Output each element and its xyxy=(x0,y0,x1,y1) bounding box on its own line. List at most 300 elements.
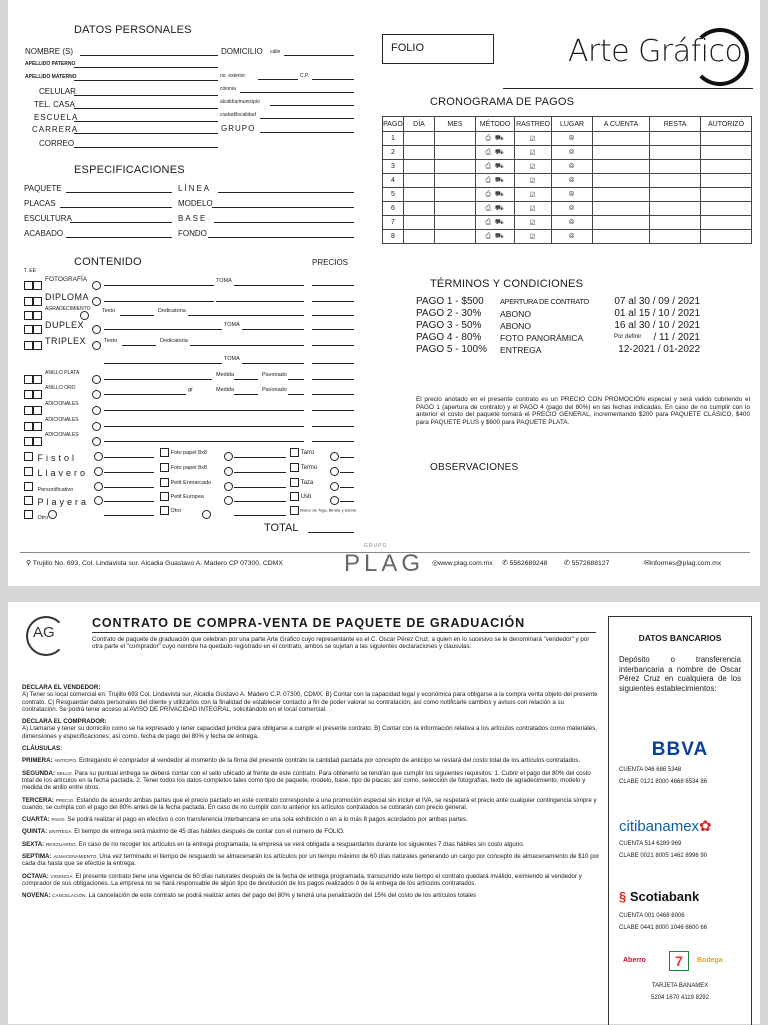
schedule-autorizo-cell[interactable] xyxy=(701,146,752,160)
checkbox[interactable] xyxy=(24,311,33,320)
spec-base-label: BASE xyxy=(178,214,208,223)
col-resta: RESTA xyxy=(650,117,701,132)
col-pago: PAGO xyxy=(383,117,404,132)
schedule-dia-cell[interactable] xyxy=(404,216,435,230)
declara-vendedor-title: DECLARA EL VENDEDOR: xyxy=(22,684,101,691)
checkbox[interactable] xyxy=(290,463,299,472)
location-icon[interactable]: ⦾ xyxy=(552,132,593,146)
clause-subject: ENTREGA. xyxy=(49,829,73,835)
extra-right-field[interactable] xyxy=(340,487,354,488)
schedule-resta-cell[interactable] xyxy=(650,216,701,230)
schedule-a-cuenta-cell[interactable] xyxy=(593,188,650,202)
clause xyxy=(22,757,600,764)
extra-left-field[interactable] xyxy=(104,457,154,458)
term-pre: Por definir xyxy=(614,334,642,340)
citibanamex-logo-text: citibanamex xyxy=(619,818,700,835)
clause-subject: SELLO. xyxy=(56,770,73,776)
dedicatoria-field[interactable] xyxy=(188,315,304,316)
price-field[interactable] xyxy=(312,345,354,346)
dedicatoria-field[interactable] xyxy=(190,345,304,346)
extra-mid-label: Foto papel 8x8 xyxy=(170,449,207,456)
content-field[interactable] xyxy=(216,301,304,302)
clause-text: La cancelación de este contrato se podrá realizar antes del pago del 80% y tendrá una penalización del 15% del costo de los artículos totales xyxy=(88,892,477,900)
payment-method-icon[interactable]: ⎙ ⛟ xyxy=(476,216,515,230)
clause-text: Estando de acuerdo ambas partes que el precio pactado en este contrato corresponde a una promoción especial sin incluir el IVA, se respetará el precio ante cualquier contingencia simpre y cuando, se cumpla con el pago del 80% antes de la fecha pactada. En caso de no cumplir con lo anterior los artículos contratados se cobrarán con precio general. xyxy=(22,796,597,811)
bank-panel xyxy=(608,616,752,1025)
clause-heading: CUARTA: xyxy=(22,816,50,824)
radio[interactable] xyxy=(92,341,101,350)
extra-mid-item[interactable] xyxy=(160,478,211,487)
schedule-pago-num: 6 xyxy=(383,202,404,216)
location-icon[interactable]: ⦾ xyxy=(552,174,593,188)
field-tel-casa[interactable] xyxy=(74,108,218,109)
checkbox[interactable] xyxy=(160,492,169,501)
radio[interactable] xyxy=(330,496,339,505)
field-escuela[interactable] xyxy=(74,121,218,122)
checkbox[interactable] xyxy=(24,406,33,415)
schedule-row xyxy=(383,202,752,216)
folio-box[interactable] xyxy=(382,34,494,64)
extra-right-item[interactable] xyxy=(290,448,314,457)
field-celular[interactable] xyxy=(74,95,218,96)
schedule-a-cuenta-cell[interactable] xyxy=(593,132,650,146)
label-correo: CORREO xyxy=(39,139,75,148)
mail-icon: ✉ xyxy=(644,560,650,567)
checkbox[interactable] xyxy=(33,390,42,399)
schedule-mes-cell[interactable] xyxy=(435,230,476,244)
field-apellido-materno[interactable] xyxy=(74,80,218,81)
payment-method-icon[interactable]: ⎙ ⛟ xyxy=(476,174,515,188)
radio[interactable] xyxy=(92,437,101,446)
toma-label: TOMA xyxy=(224,322,240,328)
tracking-check-icon[interactable]: ☑ xyxy=(515,188,552,202)
schedule-a-cuenta-cell[interactable] xyxy=(593,230,650,244)
clause xyxy=(22,841,600,848)
price-field[interactable] xyxy=(312,441,354,442)
personal-data-title: DATOS PERSONALES xyxy=(74,24,192,36)
content-radio[interactable] xyxy=(92,337,101,355)
payment-method-icon[interactable]: ⎙ ⛟ xyxy=(476,202,515,216)
schedule-mes-cell[interactable] xyxy=(435,160,476,174)
schedule-resta-cell[interactable] xyxy=(650,132,701,146)
schedule-dia-cell[interactable] xyxy=(404,174,435,188)
field-exterior[interactable] xyxy=(258,79,298,80)
field-ciudad[interactable] xyxy=(260,118,354,119)
schedule-autorizo-cell[interactable] xyxy=(701,160,752,174)
toma-field[interactable] xyxy=(234,285,304,286)
payment-method-icon[interactable]: ⎙ ⛟ xyxy=(476,146,515,160)
bank-text: Depósito o transferencia interbancaria a nombre de Oscar Pérez Cruz en cualquiera de los siguientes establecimientos: xyxy=(619,655,741,693)
radio[interactable] xyxy=(224,482,233,491)
bbva-cuenta: CUENTA 046 686 5348 xyxy=(619,767,682,773)
store-bodega-logo: Bodega xyxy=(697,957,723,964)
toma-field[interactable] xyxy=(242,329,304,330)
dedicatoria-label: Dedicatoria xyxy=(158,308,186,314)
content-precios: PRECIOS xyxy=(312,258,349,267)
checkbox[interactable] xyxy=(290,506,299,515)
location-icon[interactable]: ⦾ xyxy=(552,216,593,230)
radio[interactable] xyxy=(202,510,211,519)
content-field[interactable] xyxy=(104,285,214,286)
schedule-row xyxy=(383,188,752,202)
content-field[interactable] xyxy=(104,410,304,411)
spec-linea-label: LÍNEA xyxy=(178,184,212,193)
price-field[interactable] xyxy=(312,394,354,395)
spec-modelo-field[interactable] xyxy=(212,207,354,208)
radio[interactable] xyxy=(330,452,339,461)
extra-mid-item[interactable] xyxy=(160,492,204,501)
extra-mid-radio[interactable] xyxy=(202,506,211,524)
schedule-dia-cell[interactable] xyxy=(404,160,435,174)
radio[interactable] xyxy=(224,452,233,461)
extra-left-radio[interactable] xyxy=(48,506,57,524)
tracking-check-icon[interactable]: ☑ xyxy=(515,230,552,244)
header-rule xyxy=(503,88,753,89)
field-grupo[interactable] xyxy=(260,132,354,133)
checkbox[interactable] xyxy=(24,341,33,350)
extra-right-field[interactable] xyxy=(340,472,354,473)
checkbox[interactable] xyxy=(24,390,33,399)
checkbox[interactable] xyxy=(24,375,33,384)
checkbox[interactable] xyxy=(160,463,169,472)
label-nombre: NOMBRE (S) xyxy=(25,47,73,56)
field-alcaldia[interactable] xyxy=(270,105,354,106)
schedule-title: CRONOGRAMA DE PAGOS xyxy=(430,96,575,108)
radio[interactable] xyxy=(92,281,101,290)
extra-mid-field[interactable] xyxy=(234,472,286,473)
scotia-clabe: CLABE 0441 8000 1046 8600 66 xyxy=(619,925,708,931)
term-pago: PAGO 5 - 100% xyxy=(416,344,487,355)
label-celular: CELULAR xyxy=(39,87,76,96)
label-exterior: no. exterior xyxy=(220,73,246,79)
schedule-mes-cell[interactable] xyxy=(435,174,476,188)
schedule-pago-num: 7 xyxy=(383,216,404,230)
term-pago: PAGO 3 - 50% xyxy=(416,320,482,331)
spec-paquete-field[interactable] xyxy=(66,192,172,193)
payment-method-icon[interactable]: ⎙ ⛟ xyxy=(476,132,515,146)
content-field[interactable] xyxy=(104,363,222,364)
col-dia: DÍA xyxy=(404,117,435,132)
schedule-autorizo-cell[interactable] xyxy=(701,230,752,244)
payment-method-icon[interactable]: ⎙ ⛟ xyxy=(476,188,515,202)
citi-clabe: CLABE 0021 8005 1462 8996 90 xyxy=(619,853,708,859)
extra-mid-field[interactable] xyxy=(234,487,286,488)
price-field[interactable] xyxy=(312,410,354,411)
schedule-resta-cell[interactable] xyxy=(650,174,701,188)
extra-right-label: Usb xyxy=(300,494,312,501)
checkbox[interactable] xyxy=(24,510,33,519)
checkbox[interactable] xyxy=(160,506,169,515)
schedule-a-cuenta-cell[interactable] xyxy=(593,216,650,230)
spec-escultura-field[interactable] xyxy=(70,222,172,223)
spec-placas-field[interactable] xyxy=(60,207,172,208)
schedule-mes-cell[interactable] xyxy=(435,188,476,202)
price-field[interactable] xyxy=(312,301,354,302)
total-label: TOTAL xyxy=(264,522,299,534)
radio[interactable] xyxy=(94,467,103,476)
tarjeta-label: TARJETA BANAMEX xyxy=(651,983,709,989)
footer-tel2[interactable] xyxy=(564,559,609,567)
spec-paquete-label: PAQUETE xyxy=(24,184,62,193)
footer-web[interactable] xyxy=(432,559,493,567)
medida-field[interactable] xyxy=(234,394,258,395)
extra-left-label: Personificativo xyxy=(37,487,74,493)
schedule-autorizo-cell[interactable] xyxy=(701,132,752,146)
spec-base-field[interactable] xyxy=(214,222,354,223)
schedule-resta-cell[interactable] xyxy=(650,146,701,160)
extra-mid-label: Petit Europea xyxy=(170,493,204,500)
observaciones-title: OBSERVACIONES xyxy=(430,462,519,473)
content-field[interactable] xyxy=(104,426,304,427)
spec-fondo-field[interactable] xyxy=(208,237,354,238)
payment-method-icon[interactable]: ⎙ ⛟ xyxy=(476,160,515,174)
pavonado-label: Pavonado xyxy=(262,387,287,393)
schedule-resta-cell[interactable] xyxy=(650,230,701,244)
schedule-a-cuenta-cell[interactable] xyxy=(593,146,650,160)
extra-right-item[interactable] xyxy=(290,506,356,515)
content-item-label: ADICIONALES xyxy=(45,417,79,423)
field-apellido-paterno[interactable] xyxy=(74,67,218,68)
field-nombre[interactable] xyxy=(80,55,218,56)
label-carrera: CARRERA xyxy=(32,125,79,134)
checkbox[interactable] xyxy=(33,422,42,431)
content-item-label: DIPLOMA xyxy=(45,292,90,302)
extra-left-field[interactable] xyxy=(104,487,154,488)
clause-subject: ALMACENAMIENTO. xyxy=(53,854,98,860)
schedule-resta-cell[interactable] xyxy=(650,202,701,216)
schedule-resta-cell[interactable] xyxy=(650,188,701,202)
pavonado-field[interactable] xyxy=(288,394,304,395)
price-field[interactable] xyxy=(312,285,354,286)
extra-mid-item[interactable] xyxy=(160,506,181,515)
clause-subject: ANTICIPO. xyxy=(54,758,78,764)
schedule-mes-cell[interactable] xyxy=(435,216,476,230)
extra-mid-item[interactable] xyxy=(160,463,207,472)
tracking-check-icon[interactable]: ☑ xyxy=(515,132,552,146)
clause-heading: QUINTA: xyxy=(22,828,48,836)
extra-right-item[interactable] xyxy=(290,478,313,487)
price-field[interactable] xyxy=(312,329,354,330)
citi-cuenta: CUENTA 514 6289 969 xyxy=(619,841,682,847)
checkbox[interactable] xyxy=(24,452,33,461)
medida-field[interactable] xyxy=(234,379,258,380)
footer-email-text: informes@plag.com.mx xyxy=(649,560,722,567)
label-apellido-materno: APELLIDO MATERNO xyxy=(25,74,77,80)
spec-acabado-label: ACABADO xyxy=(24,229,64,238)
texto-field[interactable] xyxy=(122,345,156,346)
schedule-a-cuenta-cell[interactable] xyxy=(593,160,650,174)
pavonado-field[interactable] xyxy=(288,379,304,380)
scotiabank-logo-text: Scotiabank xyxy=(629,889,700,904)
checkbox[interactable] xyxy=(33,437,42,446)
checkbox[interactable] xyxy=(290,448,299,457)
field-carrera[interactable] xyxy=(74,133,218,134)
radio[interactable] xyxy=(80,311,89,320)
term-fecha: 12-2021 / 01-2022 xyxy=(618,344,700,355)
radio[interactable] xyxy=(330,482,339,491)
location-icon[interactable]: ⦾ xyxy=(552,160,593,174)
extra-right-field[interactable] xyxy=(340,501,354,502)
tracking-check-icon[interactable]: ☑ xyxy=(515,160,552,174)
field-colonia[interactable] xyxy=(240,92,354,93)
price-field[interactable] xyxy=(312,379,354,380)
footer-tel1[interactable] xyxy=(502,559,547,567)
price-field[interactable] xyxy=(312,315,354,316)
clause xyxy=(22,873,600,888)
checkbox[interactable] xyxy=(24,467,33,476)
schedule-dia-cell[interactable] xyxy=(404,132,435,146)
radio[interactable] xyxy=(224,467,233,476)
checkbox[interactable] xyxy=(33,281,42,290)
tracking-check-icon[interactable]: ☑ xyxy=(515,202,552,216)
schedule-autorizo-cell[interactable] xyxy=(701,174,752,188)
extra-mid-radio[interactable] xyxy=(224,492,233,510)
checkbox[interactable] xyxy=(24,437,33,446)
content-field[interactable] xyxy=(104,301,214,302)
schedule-mes-cell[interactable] xyxy=(435,146,476,160)
checkbox[interactable] xyxy=(24,297,33,306)
extra-left-label: Otro xyxy=(37,515,49,521)
price-field[interactable] xyxy=(312,426,354,427)
whatsapp-icon: ✆ xyxy=(564,560,570,567)
checkbox[interactable] xyxy=(160,478,169,487)
checkbox[interactable] xyxy=(24,325,33,334)
toma-field[interactable] xyxy=(242,363,304,364)
schedule-mes-cell[interactable] xyxy=(435,132,476,146)
texto-field[interactable] xyxy=(120,315,154,316)
extra-mid-label: Petit Enmarcado xyxy=(170,479,212,486)
medida-label: Medida xyxy=(216,387,235,393)
schedule-a-cuenta-cell[interactable] xyxy=(593,202,650,216)
tracking-check-icon[interactable]: ☑ xyxy=(515,174,552,188)
clause-text: Entregando el comprador al vendedor al momento de la firma del presente contrato la cantidad pactada por concepto de anticipo se restará del costo total de los artículos contratados. xyxy=(79,757,581,765)
radio[interactable] xyxy=(92,325,101,334)
schedule-row xyxy=(383,174,752,188)
extra-left-field[interactable] xyxy=(104,501,154,502)
extra-left-item[interactable] xyxy=(24,506,48,524)
schedule-dia-cell[interactable] xyxy=(404,202,435,216)
radio[interactable] xyxy=(224,496,233,505)
checkbox[interactable] xyxy=(24,422,33,431)
schedule-dia-cell[interactable] xyxy=(404,146,435,160)
field-correo[interactable] xyxy=(74,147,218,148)
clause-heading: OCTAVA: xyxy=(22,872,49,880)
location-icon[interactable]: ⦾ xyxy=(552,188,593,202)
checkbox[interactable] xyxy=(33,297,42,306)
store-aberro-logo: Aberro xyxy=(623,957,646,964)
spec-acabado-field[interactable] xyxy=(66,237,172,238)
content-radio[interactable] xyxy=(92,293,101,311)
checkbox[interactable] xyxy=(290,478,299,487)
spec-fondo-label: FONDO xyxy=(178,229,207,238)
schedule-autorizo-cell[interactable] xyxy=(701,188,752,202)
extra-left-field[interactable] xyxy=(104,515,154,516)
payment-method-icon[interactable]: ⎙ ⛟ xyxy=(476,230,515,244)
spec-linea-field[interactable] xyxy=(218,192,354,193)
schedule-resta-cell[interactable] xyxy=(650,160,701,174)
radio[interactable] xyxy=(48,510,57,519)
bbva-logo: BBVA xyxy=(651,739,709,760)
schedule-a-cuenta-cell[interactable] xyxy=(593,174,650,188)
schedule-dia-cell[interactable] xyxy=(404,188,435,202)
radio[interactable] xyxy=(94,496,103,505)
extra-right-item[interactable] xyxy=(290,463,317,472)
extra-mid-field[interactable] xyxy=(234,501,286,502)
content-field[interactable] xyxy=(104,379,212,380)
extra-right-field[interactable] xyxy=(340,457,354,458)
schedule-autorizo-cell[interactable] xyxy=(701,202,752,216)
content-field[interactable] xyxy=(104,329,222,330)
extra-mid-field[interactable] xyxy=(234,457,286,458)
checkbox[interactable] xyxy=(33,375,42,384)
content-field[interactable] xyxy=(104,394,186,395)
extra-mid-item[interactable] xyxy=(160,448,207,457)
extra-right-item[interactable] xyxy=(290,492,311,501)
checkbox[interactable] xyxy=(24,482,33,491)
extra-mid-label: Foto papel 8x8 xyxy=(170,464,207,471)
checkbox[interactable] xyxy=(24,496,33,505)
checkbox[interactable] xyxy=(33,325,42,334)
radio[interactable] xyxy=(92,297,101,306)
total-field[interactable] xyxy=(308,532,354,533)
term-pago: PAGO 4 - 80% xyxy=(416,332,482,343)
price-field[interactable] xyxy=(312,363,354,364)
radio[interactable] xyxy=(92,422,101,431)
checkbox[interactable] xyxy=(24,281,33,290)
brand-logo-ring xyxy=(691,28,749,86)
schedule-header-row xyxy=(383,117,752,132)
term-concepto: ENTREGA xyxy=(500,345,542,355)
location-icon[interactable]: ⦾ xyxy=(552,202,593,216)
checkbox[interactable] xyxy=(33,311,42,320)
location-icon[interactable]: ⦾ xyxy=(552,146,593,160)
extra-left-field[interactable] xyxy=(104,472,154,473)
content-checkboxes[interactable] xyxy=(24,337,42,355)
label-calle: calle xyxy=(270,49,281,55)
col-autorizo: AUTORIZÓ xyxy=(701,117,752,132)
tracking-check-icon[interactable]: ☑ xyxy=(515,216,552,230)
radio[interactable] xyxy=(330,467,339,476)
content-item-label: FOTOGRAFÍA xyxy=(45,276,88,283)
radio[interactable] xyxy=(92,390,101,399)
radio[interactable] xyxy=(92,375,101,384)
checkbox[interactable] xyxy=(33,341,42,350)
field-calle[interactable] xyxy=(284,55,354,56)
contract-title: CONTRATO DE COMPRA-VENTA DE PAQUETE DE GRADUACIÓN xyxy=(92,616,525,630)
footer-plag-logo: PLAG xyxy=(344,550,425,577)
field-cp[interactable] xyxy=(312,79,354,80)
content-title: CONTENIDO xyxy=(74,256,142,268)
checkbox[interactable] xyxy=(33,406,42,415)
location-icon[interactable]: ⦾ xyxy=(552,230,593,244)
tracking-check-icon[interactable]: ☑ xyxy=(515,146,552,160)
radio[interactable] xyxy=(92,406,101,415)
schedule-mes-cell[interactable] xyxy=(435,202,476,216)
content-field[interactable] xyxy=(104,441,304,442)
spec-escultura-label: ESCULTURA xyxy=(24,214,72,223)
schedule-dia-cell[interactable] xyxy=(404,230,435,244)
footer-email[interactable] xyxy=(644,559,721,567)
radio[interactable] xyxy=(94,482,103,491)
radio[interactable] xyxy=(94,452,103,461)
schedule-autorizo-cell[interactable] xyxy=(701,216,752,230)
checkbox[interactable] xyxy=(290,492,299,501)
extra-right-label: Marco de Toga, Birrete y Estola xyxy=(300,507,356,513)
extra-mid-field[interactable] xyxy=(234,515,286,516)
checkbox[interactable] xyxy=(160,448,169,457)
content-item-label: DUPLEX xyxy=(45,320,85,330)
extra-left-radio[interactable] xyxy=(94,492,103,510)
